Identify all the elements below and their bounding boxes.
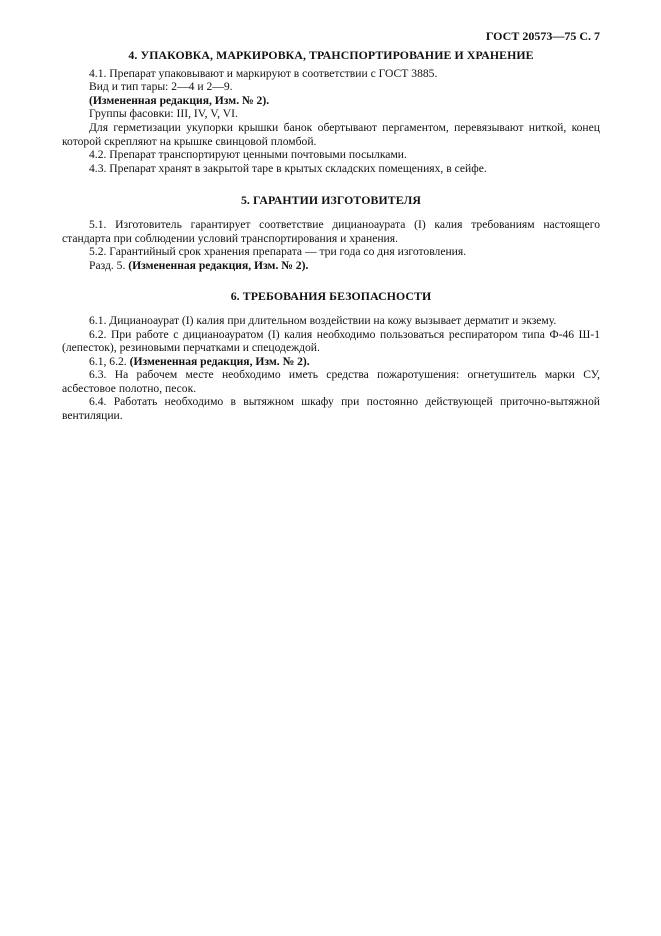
amendment-note-6-prefix: 6.1, 6.2.: [89, 354, 127, 368]
paragraph-6-3: 6.3. На рабочем месте необходимо иметь средства пожаротушения: огнетушитель марки СУ, асбестовое полотно, песок.: [62, 368, 600, 395]
paragraph-4-2: 4.2. Препарат транспортируют ценными почтовыми посылками.: [89, 148, 407, 162]
paragraph-4-1: 4.1. Препарат упаковывают и маркируют в соответствии с ГОСТ 3885.: [89, 66, 438, 80]
section-6-title: 6. ТРЕБОВАНИЯ БЕЗОПАСНОСТИ: [230, 289, 432, 304]
amendment-note-4: (Измененная редакция, Изм. № 2).: [89, 93, 270, 107]
paragraph-6-4: 6.4. Работать необходимо в вытяжном шкафу при постоянно действующей приточно-вытяжной вентиляции.: [62, 395, 600, 423]
paragraph-4-3: 4.3. Препарат хранят в закрытой таре в крытых складских помещениях, в сейфе.: [89, 161, 487, 175]
amendment-note-6: [62, 355, 600, 369]
section-5-title: 5. ГАРАНТИИ ИЗГОТОВИТЕЛЯ: [240, 193, 422, 208]
section-4: [62, 49, 600, 175]
amendment-note-5: [62, 259, 600, 273]
section-4-title: 4. УПАКОВКА, МАРКИРОВКА, ТРАНСПОРТИРОВАНИЕ И ХРАНЕНИЕ: [128, 48, 534, 62]
paragraph-4-1-sealing: Для герметизации укупорки крышки банок обертывают пергаментом, перевязывают ниткой, конец которой скрепляют на крышке свинцовой пломбой.: [62, 120, 600, 148]
document-page: [62, 30, 600, 423]
page-header: ГОСТ 20573—75 С. 7: [485, 29, 600, 43]
section-5: [62, 194, 600, 272]
paragraph-4-1-groups: Группы фасовки: III, IV, V, VI.: [89, 107, 238, 121]
amendment-note-6-text: (Измененная редакция, Изм. № 2).: [129, 354, 310, 368]
paragraph-5-1: 5.1. Изготовитель гарантирует соответствие дицианоаурата (I) калия требованиям настоящего стандарта при соблюдении условий транспортирования и хранения.: [62, 217, 600, 245]
section-6: [62, 290, 600, 422]
paragraph-4-1-tara: Вид и тип тары: 2—4 и 2—9.: [89, 80, 233, 94]
paragraph-5-2: 5.2. Гарантийный срок хранения препарата — три года со дня изготовления.: [89, 245, 467, 259]
paragraph-6-2: 6.2. При работе с дицианоауратом (I) калия необходимо пользоваться респиратором типа Ф-46 Ш-1 (лепесток), резиновыми перчатками и спецодеждой.: [62, 327, 600, 355]
amendment-note-5-prefix: Разд. 5.: [89, 258, 126, 272]
amendment-note-5-text: (Измененная редакция, Изм. № 2).: [128, 258, 309, 272]
paragraph-6-1: 6.1. Дицианоаурат (I) калия при длительном воздействии на кожу вызывает дерматит и экзему.: [89, 313, 557, 327]
